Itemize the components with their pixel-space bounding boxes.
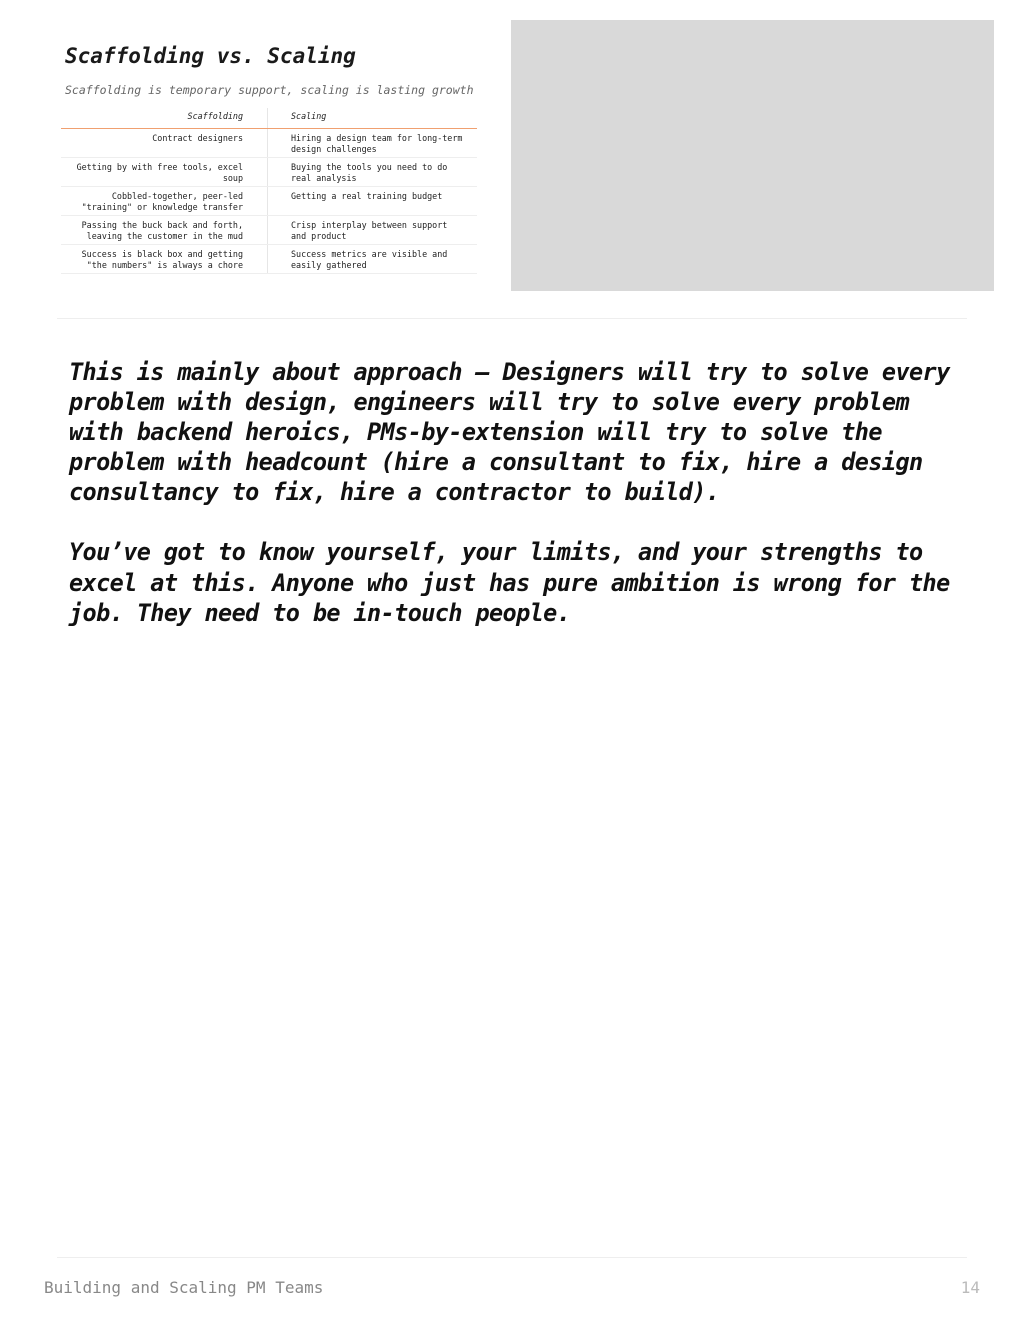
divider bbox=[57, 318, 967, 319]
body-paragraph: You’ve got to know yourself, your limits, and your strengths to excel at this. Anyone who just has pure ambition is wrong for the job. They need to be in-touch people. bbox=[69, 538, 950, 627]
scaffolding-cell: Success is black box and getting "the numbers" is always a chore bbox=[61, 245, 268, 273]
body-paragraph: This is mainly about approach — Designers will try to solve every problem with design, engineers will try to solve every problem with backend heroics, PMs-by-extension will try to solve the problem with headcount (hire a consultant to fix, hire a design consultancy to fix, hire a contractor to build). bbox=[69, 358, 950, 507]
body-text bbox=[69, 357, 969, 658]
slide-subtitle: Scaffolding is temporary support, scaling is lasting growth bbox=[65, 83, 474, 97]
slide-title: Scaffolding vs. Scaling bbox=[65, 44, 356, 68]
scaffolding-cell: Cobbled-together, peer-led "training" or knowledge transfer bbox=[61, 187, 268, 215]
scaling-cell: Buying the tools you need to do real analysis bbox=[291, 162, 448, 183]
table-header-row bbox=[61, 108, 477, 129]
header-scaffolding: Scaffolding bbox=[61, 108, 268, 128]
scaling-cell: Success metrics are visible and easily gathered bbox=[291, 249, 448, 270]
footer-title: Building and Scaling PM Teams bbox=[44, 1278, 324, 1297]
table-row bbox=[61, 245, 477, 274]
scaling-cell: Getting a real training budget bbox=[291, 191, 443, 201]
comparison-table bbox=[61, 108, 477, 274]
page-number: 14 bbox=[960, 1278, 980, 1297]
footer-divider bbox=[57, 1257, 967, 1258]
scaffolding-cell: Getting by with free tools, excel soup bbox=[61, 158, 268, 186]
header-scaling: Scaling bbox=[291, 111, 327, 121]
image-placeholder bbox=[511, 20, 994, 291]
table-row bbox=[61, 129, 477, 158]
table-row bbox=[61, 187, 477, 216]
scaling-cell: Crisp interplay between support and product bbox=[291, 220, 448, 241]
scaffolding-cell: Contract designers bbox=[61, 129, 268, 157]
table-row bbox=[61, 216, 477, 245]
table-row bbox=[61, 158, 477, 187]
scaffolding-cell: Passing the buck back and forth, leaving the customer in the mud bbox=[61, 216, 268, 244]
scaling-cell: Hiring a design team for long-term design challenges bbox=[291, 133, 463, 154]
